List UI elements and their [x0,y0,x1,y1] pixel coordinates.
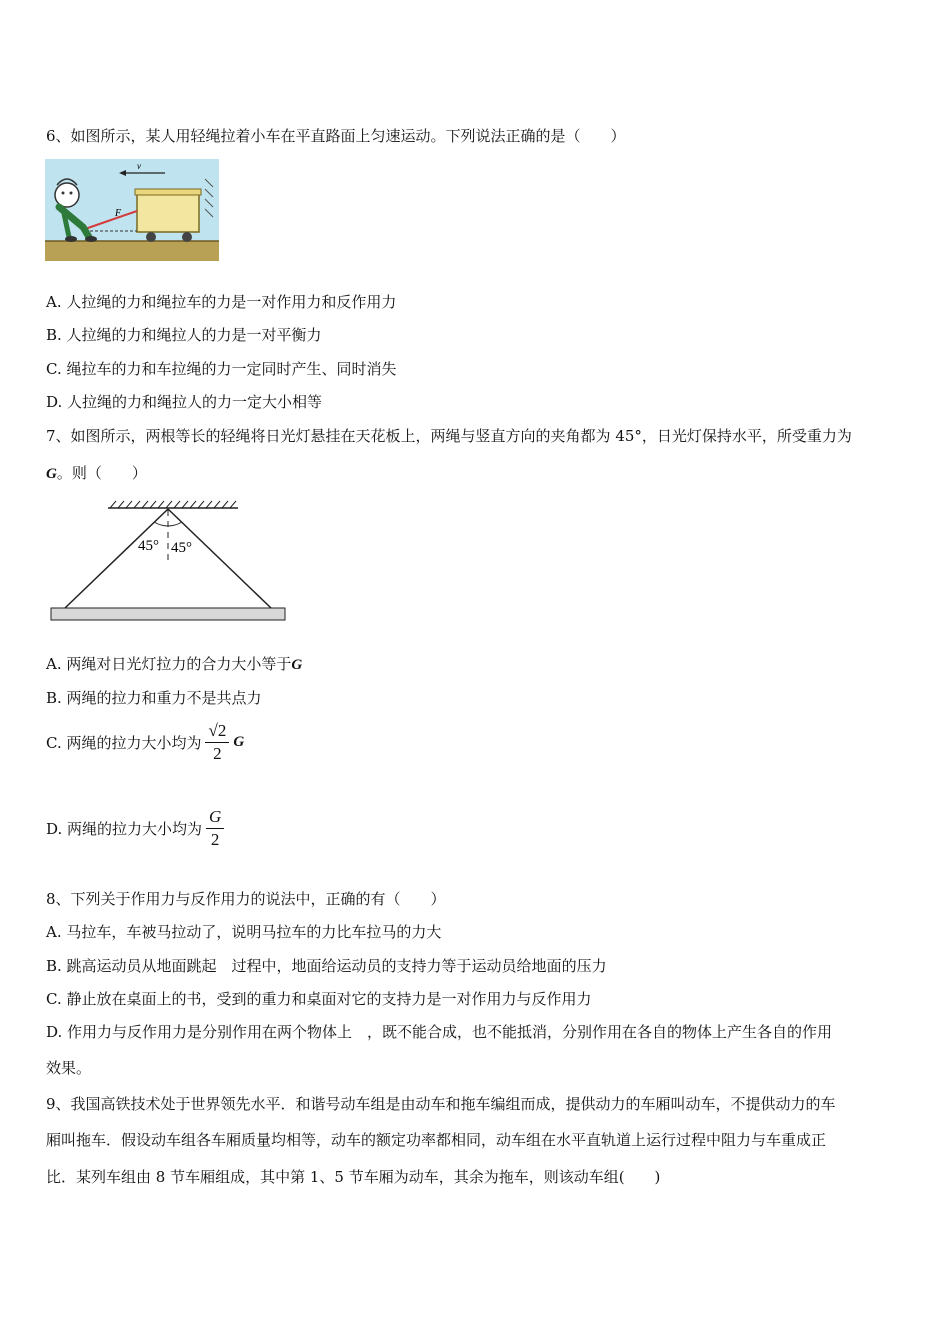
cart-wheel [146,232,156,242]
lamp-tube [51,608,285,620]
q7-stem-line1: 7、如图所示，两根等长的轻绳将日光灯悬挂在天花板上，两绳与竖直方向的夹角都为 45°，日光灯保持水平，所受重力为 [46,427,852,445]
velocity-label: v [137,161,141,171]
q9-stem-line2: 厢叫拖车．假设动车组各车厢质量均相等，动车的额定功率都相同，动车组在水平直轨道上运行过程中阻力与车重成正 [46,1131,827,1149]
angle-right-label: 45° [171,540,192,556]
var-g: G [46,466,57,482]
person-head [55,183,79,207]
q6-figure [45,159,219,261]
q7-option-d [46,806,228,851]
q7-option-d-text: D. 两绳的拉力大小均为 [46,820,203,838]
q6-option-b: B. 人拉绳的力和绳拉人的力是一对平衡力 [46,326,322,344]
q7-figure [48,498,288,624]
q6-option-c: C. 绳拉车的力和车拉绳的力一定同时产生、同时消失 [46,360,397,378]
fraction-numerator: G [206,806,224,829]
q7-stem-rest: 。则（ ） [56,464,147,482]
q7-option-c [46,720,244,765]
angle-left-label: 45° [138,538,159,554]
fraction-denominator: 2 [213,744,222,763]
rope-right [168,509,271,608]
rope-left [65,509,168,608]
fraction-sqrt2-over-2 [205,720,229,765]
q8-option-d-line1: D. 作用力与反作用力是分别作用在两个物体上 ，既不能合成，也不能抵消，分别作用在各自的物体上产生各自的作用 [46,1023,833,1041]
q9-stem-line3: 比．某列车组由 8 节车厢组成，其中第 1、5 节车厢为动车，其余为拖车，则该动车组( ) [46,1168,661,1186]
cart [137,192,199,232]
cart-wheel [182,232,192,242]
q8-option-a: A. 马拉车，车被马拉动了，说明马拉车的力比车拉马的力大 [46,923,442,941]
fraction-denominator: 2 [210,830,220,849]
q7-option-b: B. 两绳的拉力和重力不是共点力 [46,689,262,707]
q6-option-a: A. 人拉绳的力和绳拉车的力是一对作用力和反作用力 [46,293,397,311]
q6-stem: 6、如图所示，某人用轻绳拉着小车在平直路面上匀速运动。下列说法正确的是（ ） [46,127,626,145]
ground [45,241,219,261]
var-g: G [233,734,245,750]
q8-option-d-line2: 效果。 [46,1059,92,1077]
var-g: G [291,657,303,673]
q9-stem-line1: 9、我国高铁技术处于世界领先水平．和谐号动车组是由动车和拖车编组而成，提供动力的车厢叫动车，不提供动力的车 [46,1095,836,1113]
force-label: F [115,208,122,219]
q8-stem: 8、下列关于作用力与反作用力的说法中，正确的有（ ） [46,890,446,908]
fraction-g-over-2 [206,806,224,851]
q8-option-b: B. 跳高运动员从地面跳起 过程中，地面给运动员的支持力等于运动员给地面的压力 [46,957,607,975]
q8-option-c: C. 静止放在桌面上的书，受到的重力和桌面对它的支持力是一对作用力与反作用力 [46,990,592,1008]
q7-option-c-text: C. 两绳的拉力大小均为 [46,734,202,752]
q7-stem-line2 [46,463,147,484]
q7-option-a [46,654,302,675]
q6-option-d: D. 人拉绳的力和绳拉人的力一定大小相等 [46,393,323,411]
fraction-numerator: √2 [205,720,229,743]
q7-option-a-text: A. 两绳对日光灯拉力的合力大小等于 [46,655,292,673]
